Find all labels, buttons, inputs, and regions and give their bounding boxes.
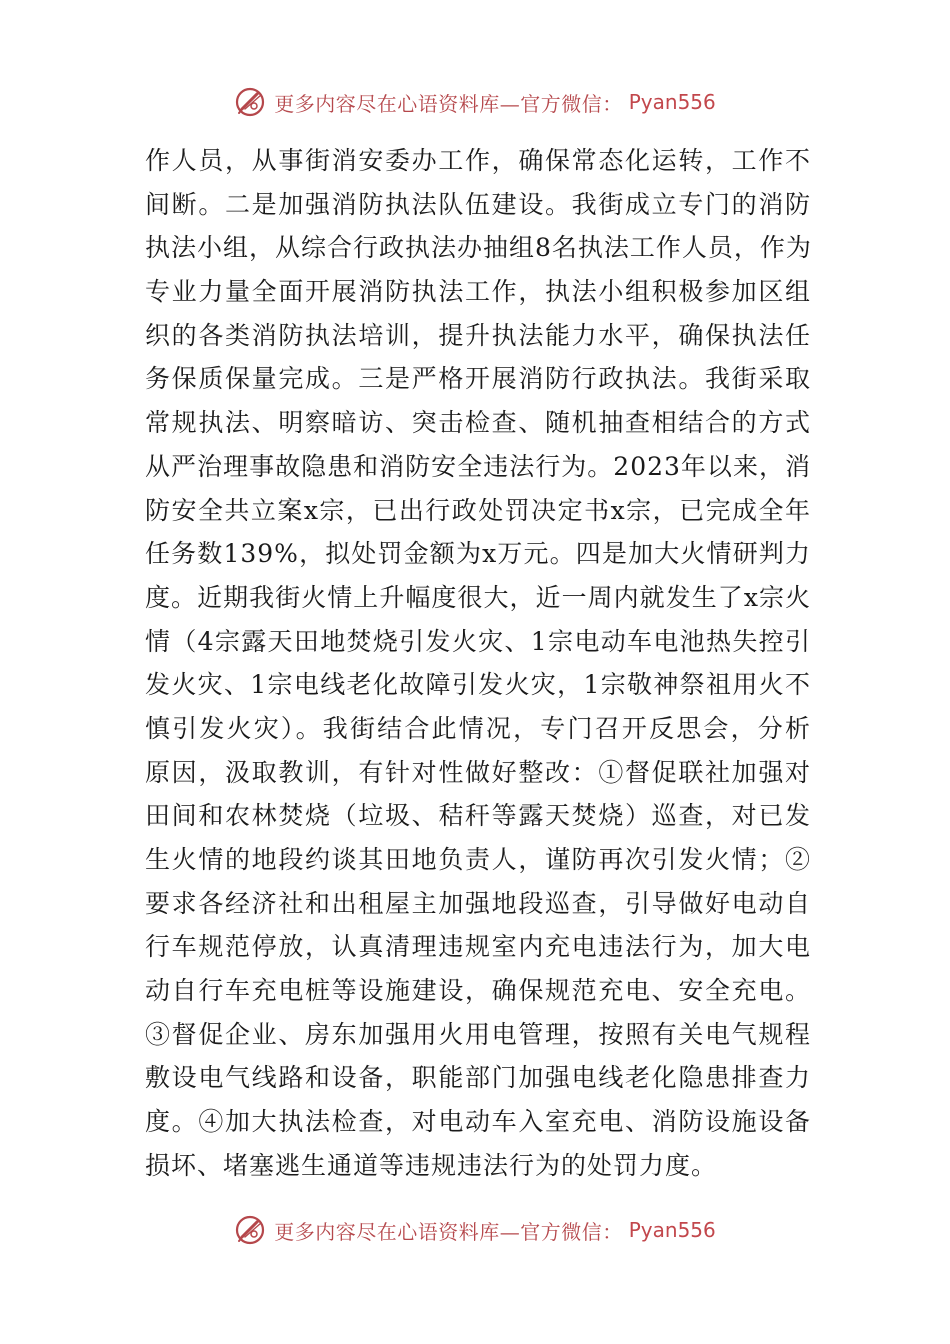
body-line: 发火灾、1宗电线老化故障引发火灾，1宗敬神祭祖用火不 — [145, 670, 811, 700]
header-banner — [0, 82, 950, 122]
body-line: 情（4宗露天田地焚烧引发火灾、1宗电动车电池热失控引 — [145, 626, 811, 656]
footer-banner-content — [234, 1213, 716, 1247]
body-line: 执法小组，从综合行政执法办抽组8名执法工作人员，作为 — [145, 233, 812, 263]
body-line: 田间和农林焚烧（垃圾、秸秆等露天焚烧）巡查，对已发 — [145, 801, 811, 831]
body-line: 间断。二是加强消防执法队伍建设。我街成立专门的消防 — [145, 189, 811, 219]
body-line: 生火情的地段约谈其田地负责人，谨防再次引发火情；② — [145, 845, 811, 874]
body-line: 动自行车充电桩等设施建设，确保规范充电、安全充电。 — [145, 976, 811, 1006]
body-line: 专业力量全面开展消防执法工作，执法小组积极参加区组 — [145, 277, 811, 307]
body-line: 要求各经济社和出租屋主加强地段巡查，引导做好电动自 — [145, 888, 811, 918]
body-line: 损坏、堵塞逃生通道等违规违法行为的处罚力度。 — [145, 1150, 718, 1180]
body-line: 度。④加大执法检查，对电动车入室充电、消防设施设备 — [145, 1107, 811, 1137]
body-line: 慎引发火灾）。我街结合此情况，专门召开反思会，分析 — [145, 713, 811, 743]
body-line: 度。近期我街火情上升幅度很大，近一周内就发生了x宗火 — [145, 582, 811, 612]
header-banner-text: 更多内容尽在心语资料库—官方微信： — [274, 91, 623, 116]
body-line: 行车规范停放，认真清理违规室内充电违法行为，加大电 — [145, 932, 811, 962]
body-line: 敷设电气线路和设备，职能部门加强电线老化隐患排查力 — [145, 1063, 811, 1093]
body-paragraph — [145, 139, 811, 1188]
body-line: 防安全共立案x宗，已出行政处罚决定书x宗，已完成全年 — [145, 495, 811, 525]
footer-wechat-id: Pyan556 — [628, 1218, 716, 1242]
body-line: 务保质保量完成。三是严格开展消防行政执法。我街采取 — [145, 364, 811, 394]
footer-banner-text: 更多内容尽在心语资料库—官方微信： — [274, 1219, 623, 1244]
header-banner-content — [234, 85, 716, 119]
body-line: 作人员，从事街消安委办工作，确保常态化运转，工作不 — [145, 146, 811, 175]
body-line: ③督促企业、房东加强用火用电管理，按照有关电气规程 — [145, 1019, 811, 1049]
header-wechat-id: Pyan556 — [628, 90, 716, 114]
body-line: 原因，汲取教训，有针对性做好整改：①督促联社加强对 — [145, 757, 811, 787]
body-line: 任务数139%，拟处罚金额为x万元。四是加大火情研判力 — [145, 539, 811, 569]
pen-circle-logo-icon — [234, 85, 268, 119]
pen-circle-logo-icon — [234, 1213, 268, 1247]
body-line: 从严治理事故隐患和消防安全违法行为。2023年以来，消 — [145, 451, 811, 481]
body-line: 织的各类消防执法培训，提升执法能力水平，确保执法任 — [145, 320, 811, 350]
body-line: 常规执法、明察暗访、突击检查、随机抽查相结合的方式 — [145, 408, 811, 438]
footer-banner — [0, 1210, 950, 1250]
